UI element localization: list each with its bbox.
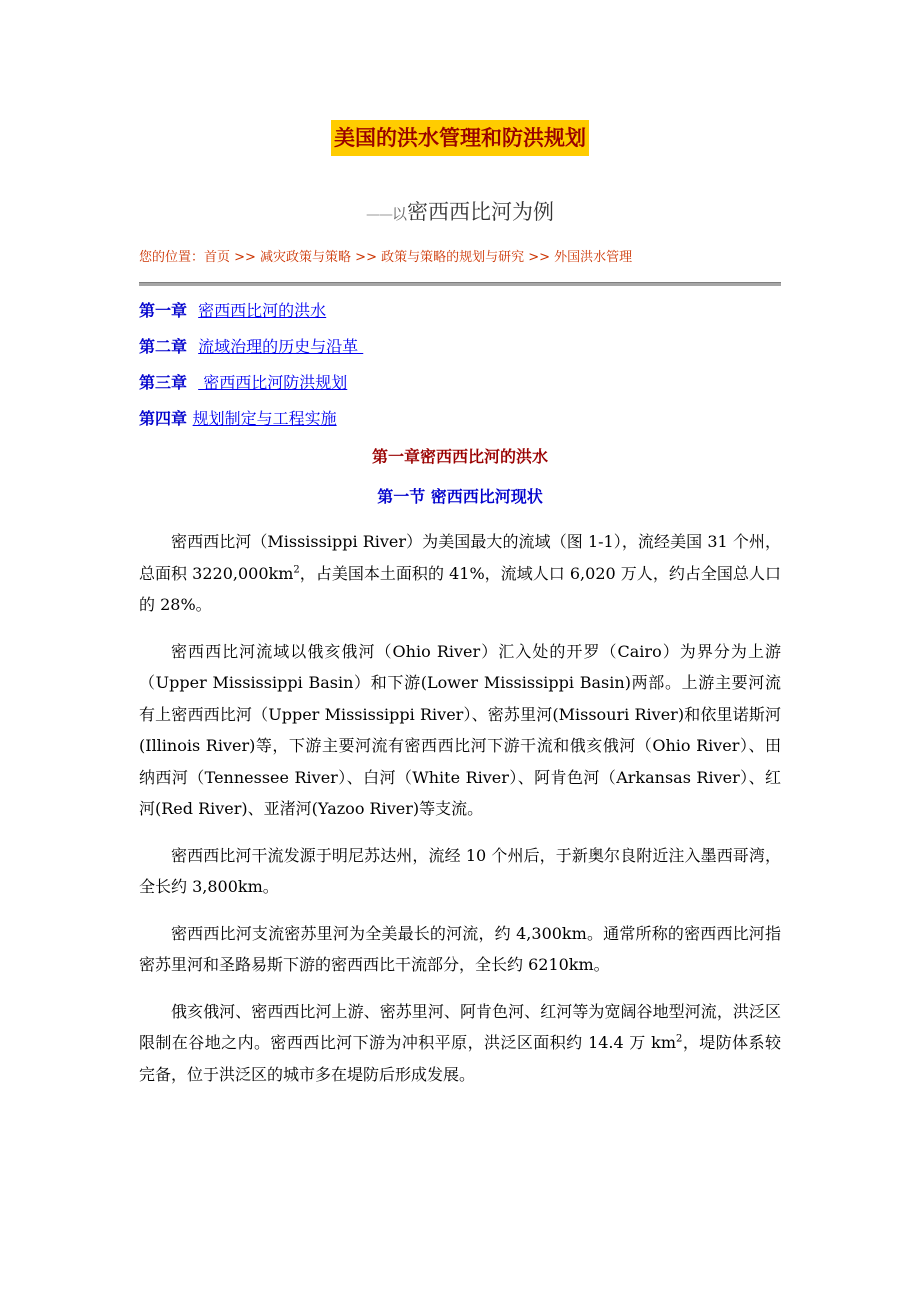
subtitle-prefix: 以 <box>391 205 407 223</box>
paragraph-text: ，堤防体系较完备，位于洪泛区的城市多在堤防后形成发展。 <box>139 1033 781 1084</box>
paragraph-text: 密西西比河支流密苏里河为全美最长的河流，约 4,300km。通常所称的密西西比河指密苏里河和圣路易斯下游的密西西比干流部分，全长约 6210km。 <box>139 923 781 974</box>
paragraph-1 <box>139 526 781 621</box>
chapter-nav <box>139 298 781 442</box>
chapter-number: 第二章 <box>139 337 188 356</box>
chapter-title-link[interactable]: 规划制定与工程实施 <box>192 409 337 428</box>
chapter-title-link[interactable]: 密西西比河的洪水 <box>198 301 327 320</box>
paragraph-text: 密西西比河干流发源于明尼苏达州，流经 10 个州后，于新奥尔良附近注入墨西哥湾，全长约 3,800km。 <box>139 845 781 896</box>
chapter-heading: 第一章密西西比河的洪水 <box>371 447 548 466</box>
section-heading: 第一节 密西西比河现状 <box>377 487 543 506</box>
paragraph-text: 俄亥俄河、密西西比河上游、密苏里河、阿肯色河、红河等为宽阔谷地型河流，洪泛区限制在谷地之内。密西西比河下游为冲积平原，洪泛区面积约 14.4 万 km <box>139 1001 781 1052</box>
paragraph-5 <box>139 996 781 1091</box>
paragraph-4 <box>139 918 781 981</box>
chapter-link-1[interactable] <box>139 298 781 334</box>
paragraph-3 <box>139 840 781 903</box>
subtitle-dash: —— <box>365 207 392 223</box>
body-text <box>139 526 781 1105</box>
paragraph-text: ，占美国本土面积的 41%，流域人口 6,020 万人，约占全国总人口的 28%。 <box>139 563 781 614</box>
breadcrumb <box>139 246 781 265</box>
title-wrapper <box>139 120 781 156</box>
subtitle-text: 密西西比河为例 <box>407 200 554 224</box>
breadcrumb-text[interactable]: 您的位置：首页 >> 减灾政策与策略 >> 政策与策略的规划与研究 >> 外国洪水管理 <box>139 250 633 265</box>
page-title: 美国的洪水管理和防洪规划 <box>331 120 589 156</box>
chapter-number: 第四章 <box>139 409 188 428</box>
chapter-title-link[interactable]: 密西西比河防洪规划 <box>198 373 348 392</box>
chapter-title-link[interactable]: 流域治理的历史与沿革 <box>198 337 364 356</box>
chapter-number: 第三章 <box>139 373 188 392</box>
chapter-link-3[interactable] <box>139 370 781 406</box>
superscript: 2 <box>293 564 300 576</box>
horizontal-divider <box>139 282 781 286</box>
paragraph-text: 密西西比河（Mississippi River）为美国最大的流域（图 1-1），流经美国 31 个州，总面积 3220,000km <box>139 532 781 583</box>
chapter-link-2[interactable] <box>139 334 781 370</box>
subtitle <box>139 196 781 226</box>
paragraph-text: 密西西比河流域以俄亥俄河（Ohio River）汇入处的开罗（Cairo）为界分为上游（Upper Mississippi Basin）和下游(Lower Mississippi Basin)两部。上游主要河流有上密西西比河（Upper Mississippi River）、密苏里河(Missouri River)和依里诺斯河(Illinois River)等，下游主要河流有密西西比河下游干流和俄亥俄河（Ohio River）、田纳西河（Tennessee River）、白河（White River）、阿肯色河（Arkansas River）、红河(Red River)、亚渚河(Yazoo River)等支流。 <box>139 641 781 818</box>
chapter-link-4[interactable] <box>139 406 781 442</box>
superscript: 2 <box>676 1033 683 1045</box>
paragraph-2 <box>139 636 781 825</box>
chapter-number: 第一章 <box>139 301 188 320</box>
